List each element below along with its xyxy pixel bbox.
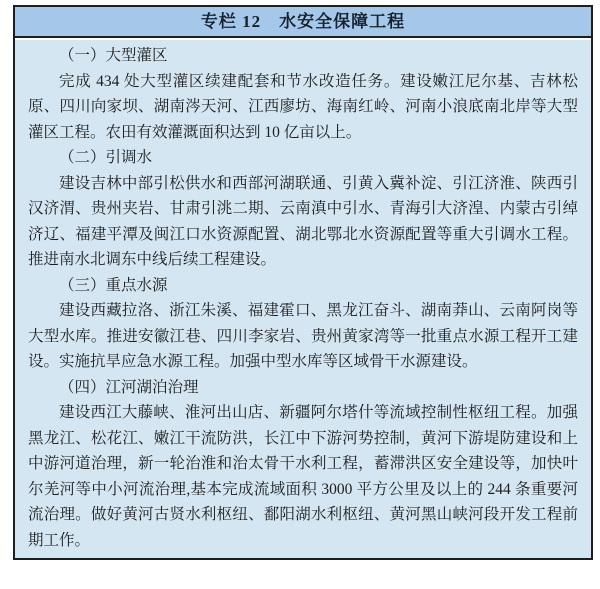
panel-title: 专栏 12 水安全保障工程 [15,7,591,38]
section-heading: （四）江河湖泊治理 [59,378,199,396]
column-box-panel [13,5,593,560]
section-paragraph: 完成 434 处大型灌区续建配套和节水改造任务。建设嫩江尼尔基、吉林松原、四川向家坝、湖南涔天河、江西廖坊、海南红岭、河南小浪底南北岸等大型灌区工程。农田有效灌溉面积达到 10 亿亩以上。 [28,72,578,141]
section-water-diversion [28,145,578,273]
section-key-water-sources [28,273,578,375]
section-heading: （三）重点水源 [59,276,168,294]
section-heading: （一）大型灌区 [59,47,168,64]
section-paragraph: 建设吉林中部引松供水和西部河湖联通、引黄入冀补淀、引江济淮、陕西引汉济渭、贵州夹岩、甘肃引洮二期、云南滇中引水、青海引大济湟、内蒙古引绰济辽、福建平潭及闽江口水资源配置、湖北鄂北水资源配置等重大引调水工程。推进南水北调东中线后续工程建设。 [28,174,578,268]
section-river-lake-management [28,375,578,554]
section-paragraph: 建设西藏拉洛、浙江朱溪、福建霍口、黑龙江奋斗、湖南莽山、云南阿岗等大型水库。推进安徽江巷、四川李家岩、贵州黄家湾等一批重点水源工程开工建设。实施抗旱应急水源工程。加强中型水库等区域骨干水源建设。 [28,302,578,370]
panel-body [15,40,591,558]
section-paragraph: 建设西江大藤峡、淮河出山店、新疆阿尔塔什等流域控制性枢纽工程。加强黑龙江、松花江、嫩江干流防洪，长江中下游河势控制，黄河下游堤防建设和上中游河道治理，新一轮治淮和治太骨干水利工程，蓄滞洪区安全建设等，加快叶尔羌河等中小河流治理,基本完成流域面积 3000 平方公里及以上的 244 条重要河流治理。做好黄河古贤水利枢纽、鄱阳湖水利枢纽、黄河黑山峡河段开发工程前期工作。 [28,404,578,549]
section-heading: （二）引调水 [59,149,153,166]
section-large-irrigation [28,43,578,145]
